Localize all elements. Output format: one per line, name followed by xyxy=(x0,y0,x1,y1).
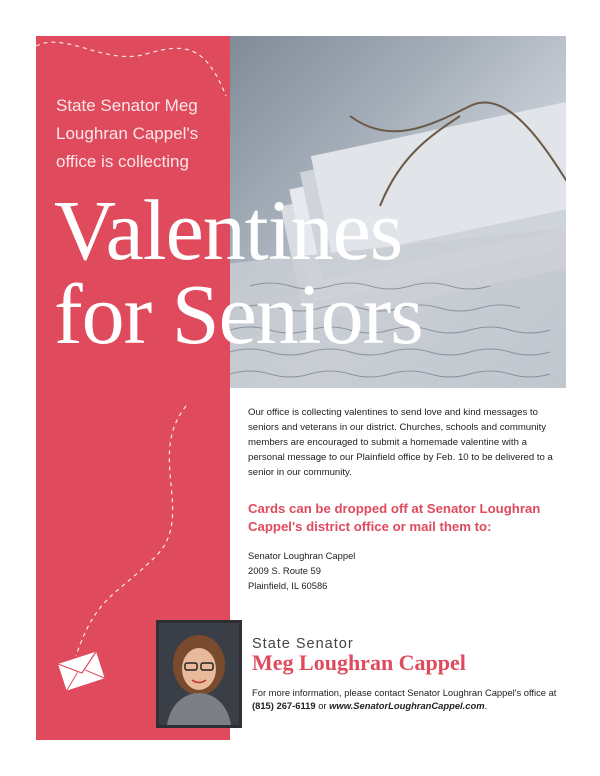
contact-suffix: . xyxy=(484,700,488,711)
senator-portrait xyxy=(156,620,242,728)
signature-label: State Senator xyxy=(252,636,354,652)
intro-text: State Senator Meg Loughran Cappel's office is collecting xyxy=(56,96,199,171)
mailing-address xyxy=(248,548,355,593)
address-line-2: 2009 S. Route 59 xyxy=(248,565,321,576)
callout-text: Cards can be dropped off at Senator Loughran Cappel's district office or mail them to: xyxy=(248,501,541,534)
address-line-1: Senator Loughran Cappel xyxy=(248,550,356,561)
contact-middle: or xyxy=(315,700,330,711)
envelope-icon xyxy=(58,652,105,691)
contact-prefix: For more information, please contact Senator Loughran Cappel's office at xyxy=(252,687,557,698)
contact-info xyxy=(252,686,562,712)
address-line-3: Plainfield, IL 60586 xyxy=(248,580,328,591)
title-line-1: Valentines xyxy=(54,182,403,278)
page-title xyxy=(54,182,423,362)
contact-phone: (815) 267-6119 xyxy=(252,700,316,711)
title-line-2: for Seniors xyxy=(54,266,423,362)
flyer xyxy=(36,36,566,740)
body-paragraph: Our office is collecting valentines to send love and kind messages to seniors and veterans in our district. Churches, schools and community members are encouraged to submit a homemade valentine with a personal message to our Plainfield office by Feb. 10 to be delivered to a senior in our community. xyxy=(248,407,553,478)
signature-name: Meg Loughran Cappel xyxy=(252,650,466,675)
contact-website-link[interactable]: www.SenatorLoughranCappel.com xyxy=(329,700,485,711)
